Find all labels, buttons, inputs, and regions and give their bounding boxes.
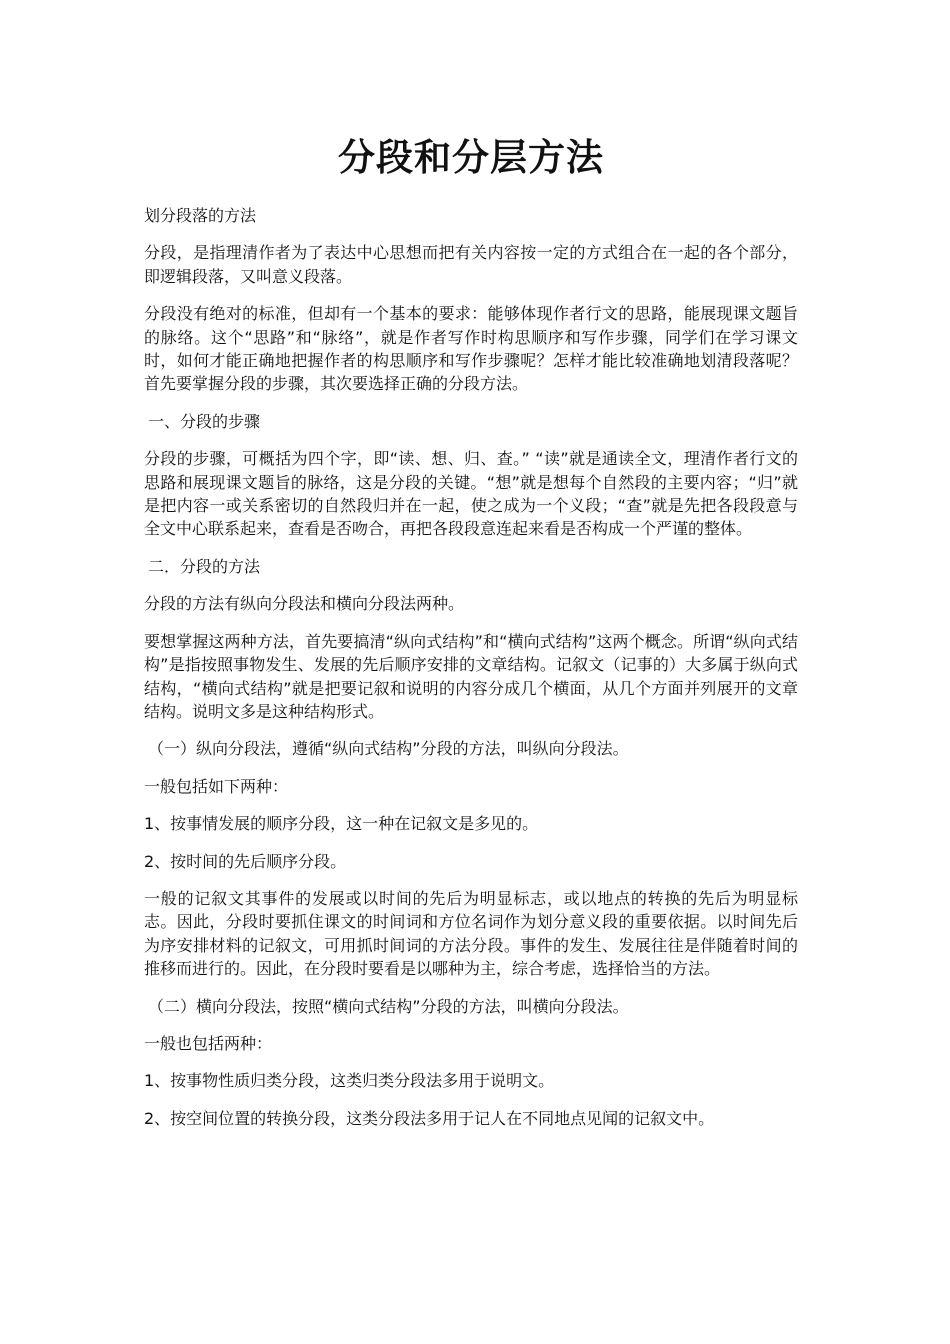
heading-methods: 二．分段的方法 [148,556,261,576]
paragraph-vertical-detail: 一般的记叙文其事件的发展或以时间的先后为明显标志，或以地点的转换的先后为明显标志。因此，分段时要抓住课文的时间词和方位名词作为划分意义段的重要依据。以时间先后为序安排材料的记叙文，可用抓时间词的方法分段。事件的发生、发展往往是伴随着时间的推移而进行的。因此，在分段时要看是以哪种为主，综合考虑，选择恰当的方法。 [144,888,798,979]
paragraph-methods-intro: 分段的方法有纵向分段法和横向分段法两种。 [144,594,465,614]
heading-horizontal-method: （二）横向分段法，按照“横向式结构”分段的方法，叫横向分段法。 [148,996,629,1016]
section-intro-label: 划分段落的方法 [144,206,257,225]
paragraph-definition: 分段，是指理清作者为了表达中心思想而把有关内容按一定的方式组合在一起的各个部分，即逻辑段落，又叫意义段落。 [144,243,798,286]
paragraph-standard: 分段没有绝对的标准，但却有一个基本的要求：能够体现作者行文的思路，能展现课文题旨的脉络。这个“思路”和“脉络”，就是作者写作时构思顺序和写作步骤，同学们在学习课文时，如何才能正确地把握作者的构思顺序和写作步骤呢？怎样才能比较准确地划清段落呢？首先要掌握分段的步骤，其次要选择正确的分段方法。 [144,304,798,394]
list-item-horizontal-1: 1、按事物性质归类分段，这类归类分段法多用于说明文。 [144,1071,555,1091]
paragraph-structure-concepts: 要想掌握这两种方法，首先要搞清“纵向式结构”和“横向式结构”这两个概念。所谓“纵向式结构”是指按照事物发生、发展的先后顺序安排的文章结构。记叙文（记事的）大多属于纵向式结构，“横向式结构”就是把要记叙和说明的内容分成几个横面，从几个方面并列展开的文章结构。说明文多是这种结构形式。 [144,631,798,721]
paragraph-steps: 分段的步骤，可概括为四个字，即“读、想、归、查。” “读”就是通读全文，理清作者行文的思路和展现课文题旨的脉络，这是分段的关键。“想”就是想每个自然段的主要内容；“归”就是把内容一或关系密切的自然段归并在一起，使之成为一个义段；“查”就是先把各段段意与全文中心联系起来，查看是否吻合，再把各段段意连起来看是否构成一个严谨的整体。 [144,449,798,539]
heading-vertical-method: （一）纵向分段法，遵循“纵向式结构”分段的方法，叫纵向分段法。 [148,739,629,759]
list-item-vertical-2: 2、按时间的先后顺序分段。 [144,851,347,871]
document-title: 分段和分层方法 [338,136,604,179]
list-item-vertical-1: 1、按事情发展的顺序分段，这一种在记叙文是多见的。 [144,814,539,834]
paragraph-vertical-intro: 一般包括如下两种： [144,776,289,796]
document-page [144,132,798,1144]
heading-steps: 一、分段的步骤 [148,411,261,431]
paragraph-horizontal-intro: 一般也包括两种： [144,1033,273,1053]
list-item-horizontal-2: 2、按空间位置的转换分段，这类分段法多用于记人在不同地点见闻的记叙文中。 [144,1108,715,1128]
